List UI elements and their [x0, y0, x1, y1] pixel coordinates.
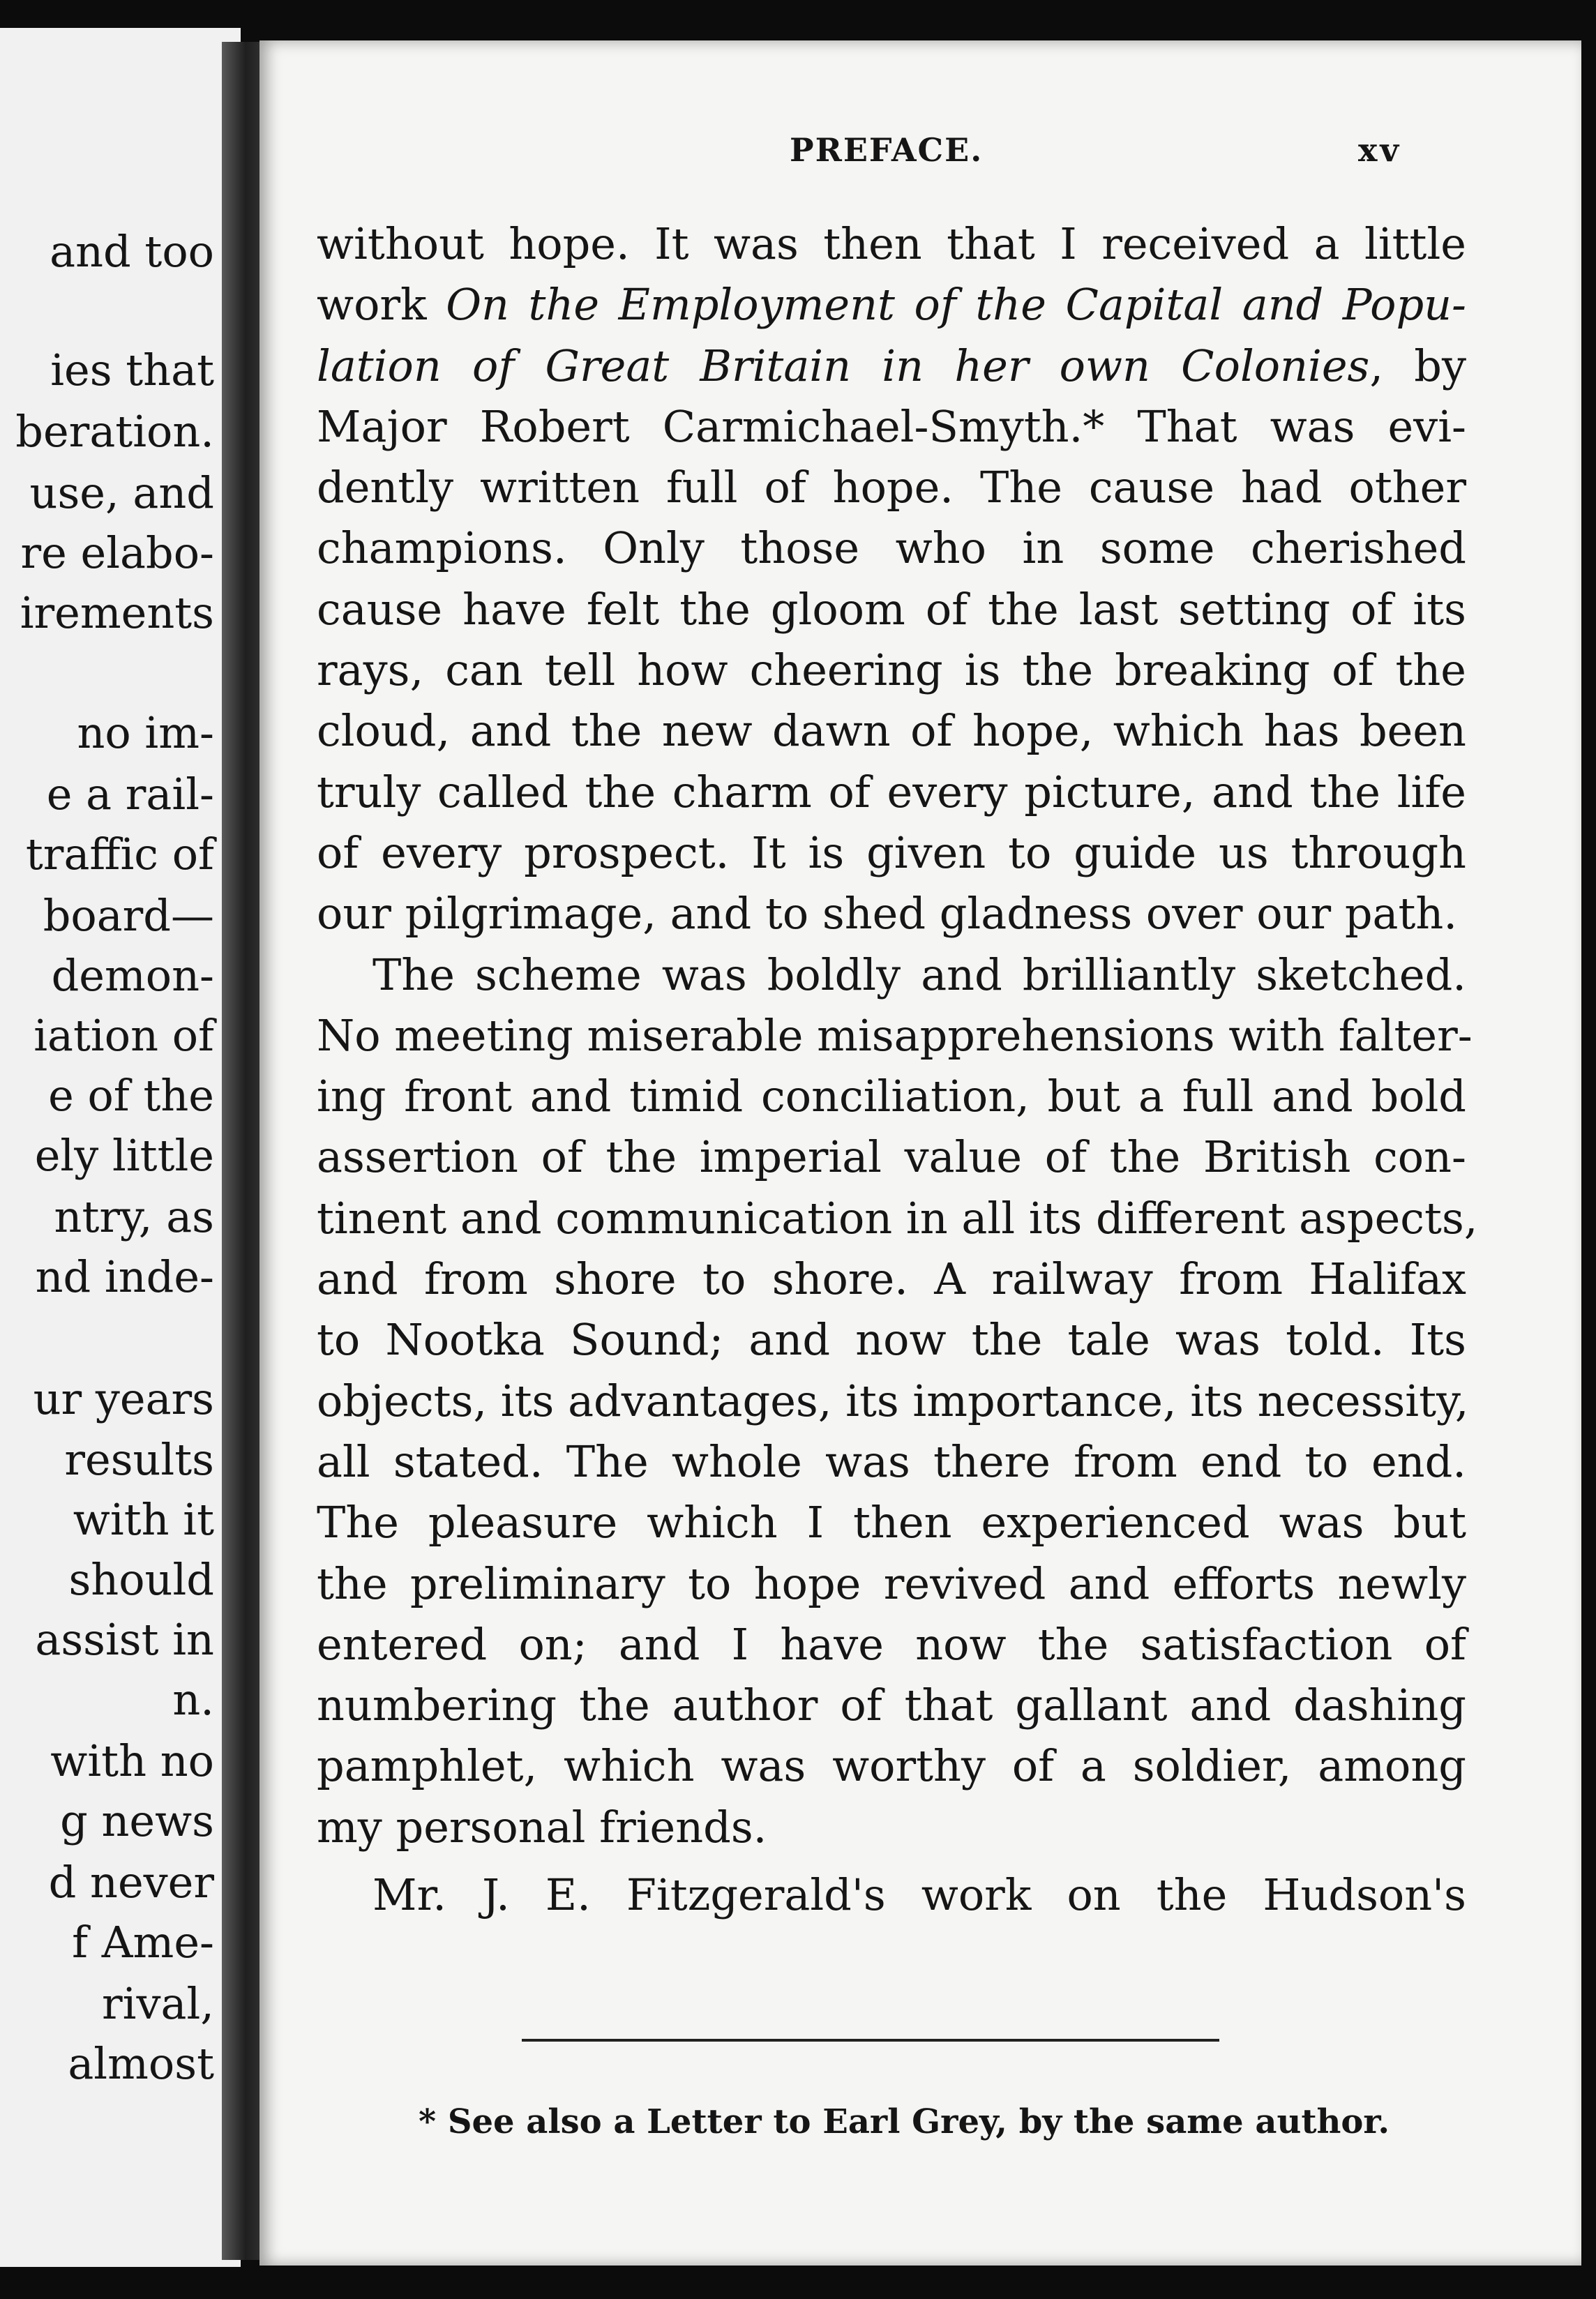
text-line: assertion of the imperial value of the British con-	[317, 1131, 1466, 1183]
text-line: dently written full of hope. The cause had other	[317, 462, 1466, 513]
facing-page-line: g news	[60, 1795, 214, 1846]
text-line: our pilgrimage, and to shed gladness over our path.	[317, 888, 1458, 940]
text-line: and from shore to shore. A railway from Halifax	[317, 1253, 1466, 1305]
facing-page-line: traffic of	[25, 829, 214, 880]
text-line: cause have felt the gloom of the last setting of its	[317, 583, 1466, 635]
book-gutter	[222, 42, 265, 2260]
facing-page-line: board—	[43, 890, 214, 941]
text-line: my personal friends.	[317, 1801, 767, 1853]
text-line: entered on; and I have now the satisfaction of	[317, 1618, 1466, 1670]
text-line: truly called the charm of every picture, and the life	[317, 766, 1466, 817]
book-title-italic: lation of Great Britain in her own Colonies	[317, 340, 1370, 391]
facing-page-line: nd inde-	[35, 1251, 214, 1302]
text-line: all stated. The whole was there from end to end.	[317, 1435, 1466, 1487]
paragraph-start-line: The scheme was boldly and brilliantly sketched.	[372, 949, 1466, 1000]
text-line: of every prospect. It is given to guide us through	[317, 827, 1466, 878]
text-line: to Nootka Sound; and now the tale was told. Its	[317, 1314, 1466, 1366]
text-run: work	[317, 279, 446, 331]
facing-page-line: with it	[73, 1494, 214, 1545]
facing-page-line: re elabo-	[20, 527, 214, 578]
running-title: PREFACE.	[790, 131, 984, 169]
facing-page-line: ntry, as	[54, 1191, 214, 1242]
footnote: * See also a Letter to Earl Grey, by the same author.	[419, 2102, 1390, 2141]
text-line: ing front and timid conciliation, but a full and bold	[317, 1071, 1466, 1122]
book-page	[259, 40, 1581, 2266]
facing-page-line: f Ame-	[72, 1917, 214, 1968]
text-line: cloud, and the new dawn of hope, which has been	[317, 705, 1466, 757]
facing-page-line: iation of	[33, 1010, 214, 1061]
page-number: xv	[1358, 131, 1402, 169]
facing-page-line: d never	[48, 1857, 214, 1908]
text-line	[317, 336, 1466, 396]
text-line: rays, can tell how cheering is the breaking of the	[317, 645, 1466, 696]
facing-page-line: ies that	[50, 345, 214, 395]
facing-page-line: and too	[50, 226, 214, 277]
facing-page-line: e a rail-	[46, 769, 214, 820]
facing-page-line: n.	[172, 1674, 214, 1725]
scan-border	[0, 2267, 1596, 2299]
facing-page-line: results	[64, 1434, 214, 1485]
facing-page-line: no im-	[77, 707, 214, 758]
facing-page-line: ur years	[33, 1373, 214, 1424]
text-line: champions. Only those who in some cherished	[317, 522, 1466, 574]
facing-page-line: ely little	[34, 1130, 214, 1181]
text-line: the preliminary to hope revived and efforts newly	[317, 1558, 1466, 1609]
text-line: tinent and communication in all its different aspects,	[317, 1192, 1478, 1244]
text-line: pamphlet, which was worthy of a soldier, among	[317, 1740, 1466, 1792]
text-line	[317, 274, 1466, 335]
body-text	[317, 213, 1478, 1925]
facing-page-line: almost	[68, 2038, 214, 2089]
text-line: Major Robert Carmichael-Smyth.* That was evi-	[317, 400, 1466, 452]
text-run: , by	[1369, 340, 1466, 391]
text-line: without hope. It was then that I received a little	[317, 218, 1466, 269]
facing-page-line: assist in	[35, 1614, 214, 1665]
book-title-italic: On the Employment of the Capital and Popu-	[446, 279, 1467, 331]
facing-page-line: rival,	[102, 1978, 214, 2029]
facing-page-line: demon-	[51, 950, 214, 1001]
footnote-rule	[522, 2039, 1219, 2042]
facing-page-line: beration.	[15, 406, 214, 457]
facing-page-fragment	[0, 28, 241, 2267]
paragraph-start-line: Mr. J. E. Fitzgerald's work on the Hudson's	[372, 1869, 1466, 1921]
text-line: The pleasure which I then experienced was but	[317, 1497, 1466, 1548]
facing-page-line: should	[68, 1554, 214, 1605]
facing-page-line: use, and	[29, 467, 214, 518]
facing-page-line: e of the	[48, 1070, 214, 1121]
text-line: No meeting miserable misapprehensions with falter-	[317, 1009, 1473, 1061]
facing-page-line: with no	[50, 1735, 214, 1786]
facing-page-line: irements	[20, 587, 214, 638]
text-line: numbering the author of that gallant and dashing	[317, 1680, 1466, 1731]
text-line: objects, its advantages, its importance, its necessity,	[317, 1375, 1469, 1426]
